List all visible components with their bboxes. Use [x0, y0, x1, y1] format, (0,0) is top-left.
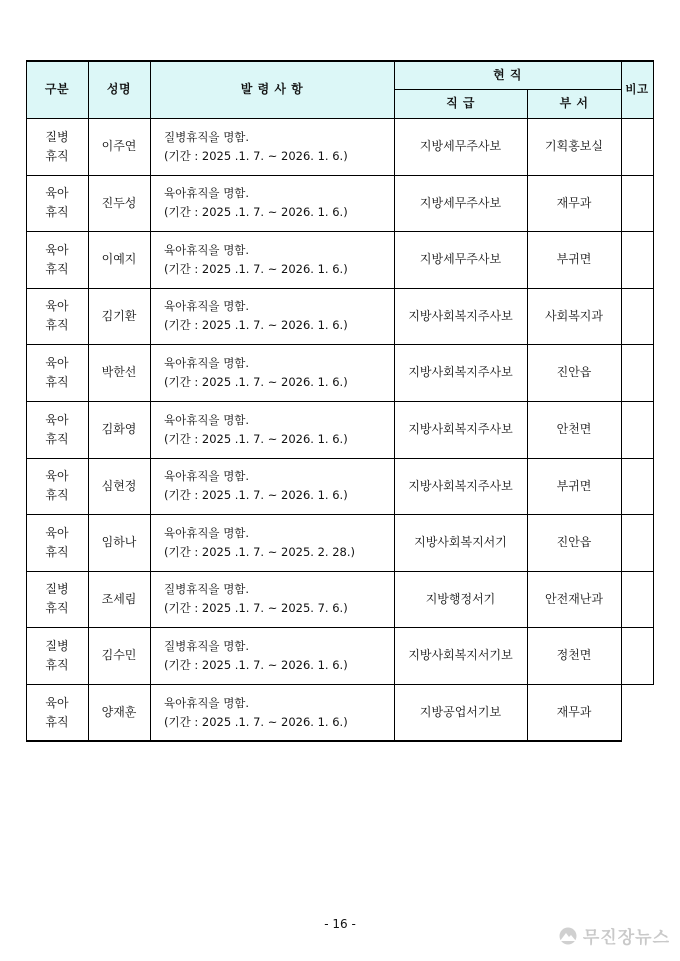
category-stack [45, 354, 68, 392]
row-category [26, 288, 88, 344]
row-name: 진두성 [101, 195, 137, 210]
row-department: 안전재난과 [545, 591, 603, 606]
row-category [26, 401, 88, 458]
header-category: 구분 [44, 82, 70, 96]
grid-line-h [26, 175, 654, 176]
category-text: 휴직 [45, 374, 69, 389]
row-name: 심현정 [101, 478, 137, 493]
row-order-description [164, 231, 392, 288]
page-number: - 16 - [324, 917, 356, 931]
category-text: 휴직 [45, 601, 69, 615]
order-period: (기간 : 2025 .1. 7. ~ 2026. 1. 6.) [164, 657, 348, 672]
row-rank: 지방사회복지주사보 [408, 365, 513, 379]
row-rank: 지방세무주사보 [419, 195, 502, 210]
row-order-description [164, 458, 392, 514]
row-department: 재무과 [556, 705, 592, 719]
category-text: 휴직 [45, 318, 69, 332]
row-name: 양재훈 [101, 705, 137, 719]
row-rank: 지방사회복지서기보 [408, 648, 513, 662]
category-text: 육아 [45, 242, 69, 257]
category-text: 휴직 [45, 714, 69, 729]
order-action: 육아휴직을 명함. [164, 695, 250, 710]
grid-line-v [26, 61, 27, 742]
row-rank: 지방사회복지주사보 [408, 478, 513, 493]
row-department: 부귀면 [556, 252, 592, 266]
category-text: 휴직 [45, 544, 69, 559]
grid-line-h [26, 458, 654, 459]
order-period: (기간 : 2025 .1. 7. ~ 2026. 1. 6.) [164, 261, 348, 276]
row-category [26, 344, 88, 401]
order-period: (기간 : 2025 .1. 7. ~ 2026. 1. 6.) [164, 318, 348, 332]
row-category [26, 458, 88, 514]
row-category [26, 627, 88, 684]
order-period: (기간 : 2025 .1. 7. ~ 2026. 1. 6.) [164, 431, 348, 446]
order-action: 육아휴직을 명함. [164, 242, 250, 257]
order-action: 질병휴직을 명함. [164, 129, 250, 144]
watermark-text: 무진장뉴스 [582, 928, 670, 948]
row-rank: 지방사회복지서기 [414, 535, 507, 549]
row-name: 김수민 [101, 648, 137, 662]
category-text: 질병 [45, 129, 69, 144]
category-stack [45, 694, 68, 732]
row-order-description [164, 175, 392, 231]
category-stack [45, 241, 68, 279]
header-name: 성명 [106, 82, 132, 96]
header-order: 발 령 사 항 [240, 82, 304, 96]
row-rank: 지방사회복지주사보 [408, 422, 513, 436]
grid-line-h [26, 118, 654, 119]
row-name: 조세림 [101, 591, 137, 606]
row-order-description [164, 401, 392, 458]
category-text: 휴직 [45, 431, 69, 446]
row-rank: 지방세무주사보 [419, 139, 502, 153]
row-order-description [164, 344, 392, 401]
header-rank: 직 급 [446, 96, 475, 110]
grid-line-h [26, 627, 654, 628]
row-name: 임하나 [101, 535, 137, 549]
grid-line-v [621, 61, 622, 742]
row-department: 사회복지과 [545, 308, 603, 323]
grid-line-v [150, 61, 151, 742]
order-action: 육아휴직을 명함. [164, 412, 250, 427]
row-rank: 지방행정서기 [425, 591, 496, 606]
order-action: 육아휴직을 명함. [164, 186, 250, 200]
grid-line-h [394, 89, 622, 90]
grid-line-h [26, 514, 654, 515]
category-text: 육아 [45, 412, 69, 427]
category-stack [45, 524, 68, 562]
category-stack [45, 297, 68, 335]
order-period: (기간 : 2025 .1. 7. ~ 2025. 7. 6.) [164, 601, 348, 615]
row-category [26, 684, 88, 741]
grid-line-v [394, 61, 395, 742]
grid-line-h [26, 231, 654, 232]
category-text: 육아 [45, 299, 69, 313]
row-category [26, 571, 88, 627]
category-text: 휴직 [45, 657, 69, 672]
grid-line-v [88, 61, 89, 742]
header-department: 부 서 [559, 96, 589, 110]
category-stack [45, 128, 68, 166]
row-order-description [164, 571, 392, 627]
header-current-position: 현 직 [493, 67, 522, 82]
row-name: 김화영 [101, 422, 137, 436]
order-action: 육아휴직을 명함. [164, 525, 250, 540]
category-text: 육아 [45, 695, 69, 710]
order-period: (기간 : 2025 .1. 7. ~ 2025. 2. 28.) [164, 544, 355, 559]
grid-line-v [653, 61, 654, 685]
order-period: (기간 : 2025 .1. 7. ~ 2026. 1. 6.) [164, 374, 348, 389]
row-name: 이예지 [101, 252, 137, 266]
row-rank: 지방공업서기보 [419, 705, 502, 719]
grid-line-v [527, 89, 528, 742]
row-rank: 지방사회복지주사보 [408, 308, 513, 323]
order-action: 질병휴직을 명함. [164, 582, 250, 596]
category-text: 육아 [45, 355, 69, 370]
row-category [26, 231, 88, 288]
category-text: 휴직 [45, 488, 69, 502]
row-department: 진안읍 [556, 535, 592, 549]
grid-line-h [26, 344, 654, 345]
row-category [26, 514, 88, 571]
grid-line-h [26, 571, 654, 572]
row-order-description [164, 514, 392, 571]
header-remarks: 비고 [625, 82, 649, 96]
order-action: 육아휴직을 명함. [164, 355, 250, 370]
row-department: 안천면 [556, 422, 592, 436]
order-period: (기간 : 2025 .1. 7. ~ 2026. 1. 6.) [164, 205, 348, 219]
row-department: 진안읍 [556, 365, 592, 379]
category-text: 육아 [45, 469, 69, 483]
category-text: 질병 [45, 638, 69, 653]
row-order-description [164, 288, 392, 344]
category-text: 휴직 [45, 205, 69, 219]
row-category [26, 175, 88, 231]
category-text: 육아 [45, 186, 69, 200]
row-department: 재무과 [556, 195, 592, 210]
grid-line-h [621, 684, 654, 685]
category-stack [45, 637, 68, 675]
row-category [26, 118, 88, 175]
row-order-description [164, 627, 392, 684]
row-department: 기획홍보실 [545, 139, 603, 153]
order-action: 육아휴직을 명함. [164, 299, 250, 313]
row-name: 김기환 [101, 308, 137, 323]
row-department: 부귀면 [556, 478, 592, 493]
order-period: (기간 : 2025 .1. 7. ~ 2026. 1. 6.) [164, 714, 348, 729]
order-period: (기간 : 2025 .1. 7. ~ 2026. 1. 6.) [164, 148, 348, 163]
row-department: 정천면 [556, 648, 592, 662]
row-name: 이주연 [101, 139, 137, 153]
category-stack [45, 184, 68, 222]
mountain-logo-icon [557, 927, 579, 945]
row-name: 박한선 [101, 365, 137, 379]
category-stack [45, 580, 68, 618]
category-text: 질병 [45, 582, 69, 596]
category-stack [45, 411, 68, 449]
grid-line-h [26, 60, 654, 62]
row-order-description [164, 118, 392, 175]
grid-line-h [26, 684, 654, 685]
category-text: 휴직 [45, 148, 69, 163]
category-text: 휴직 [45, 261, 69, 276]
grid-line-h [26, 401, 654, 402]
order-action: 육아휴직을 명함. [164, 469, 250, 483]
category-text: 육아 [45, 525, 69, 540]
grid-line-h [26, 740, 622, 742]
grid-line-h [26, 288, 654, 289]
order-action: 질병휴직을 명함. [164, 638, 250, 653]
order-period: (기간 : 2025 .1. 7. ~ 2026. 1. 6.) [164, 488, 348, 502]
row-rank: 지방세무주사보 [419, 252, 502, 266]
row-order-description [164, 684, 392, 741]
watermark [557, 923, 670, 948]
category-stack [45, 467, 68, 505]
